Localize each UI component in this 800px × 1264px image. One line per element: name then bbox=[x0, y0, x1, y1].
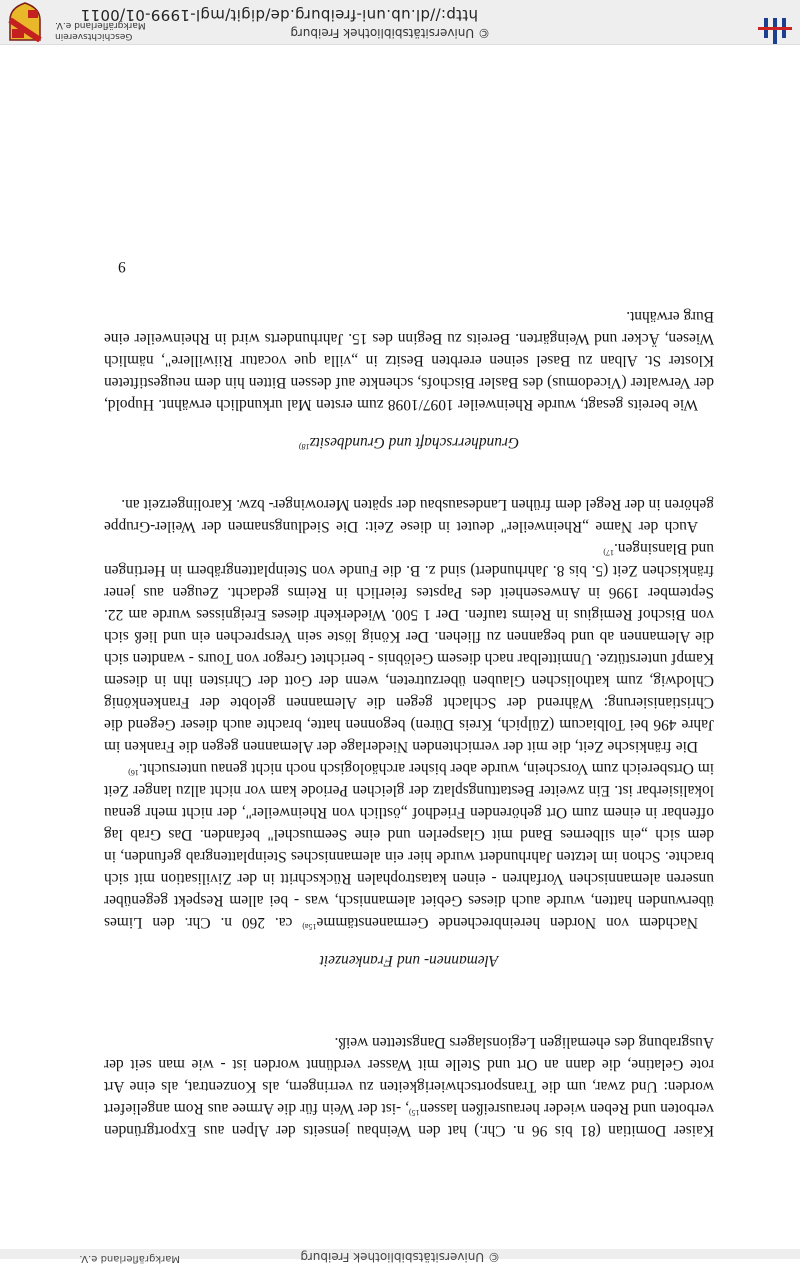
footnote-ref: 15) bbox=[408, 1108, 420, 1118]
page-body bbox=[104, 255, 714, 1141]
footer-bar bbox=[0, 0, 800, 45]
footnote-ref: 16) bbox=[128, 768, 139, 778]
footnote-ref: 18) bbox=[298, 442, 310, 452]
paragraph: Kaiser Domitian (81 bis 96 n. Chr.) hat den Weinbau jenseits der Alpen aus Exportgründen verboten und Reben wieder herausreißen lassen$^{15)}$, -ist der Wein für die Armee aus Rom angeliefert worden: Und zwar, um die Transportschwierigkeiten zu verringern, als Konzentrat, als eine Art rote Gelatine, die dann an Ort und Stelle mit Wasser verdünnt worden ist - wie man seit der Ausgrabung des ehemaligen Legionslagers Dangstetten weiß. bbox=[104, 1034, 714, 1139]
document-url[interactable]: http://dl.ub.uni-freiburg.de/digit/mgl-1999-01/0011 bbox=[80, 6, 478, 24]
university-library-logo-icon bbox=[758, 18, 792, 44]
paragraph: Die fränkische Zeit, die mit der vernichtenden Niederlage der Alemannen gegen die Franken im Jahre 496 bei Tolbiacum (Zülpich, Kreis Düren) begonnen hatte, brachte auch dieser Gegend die Christianisierung: Während der Schlacht gegen die Alemannen gelobte der Frankenkönig Chlodwig, zum katholischen Glauben überzutreten, wenn der Gott der Christen ihn in diesem Kampf unterstütze. Unmittelbar nach diesem Gelöbnis - berichtet Gregor von Tours - wandten sich die Alemannen ab und begannen zu fliehen. Der König löste sein Versprechen ein und ließ sich von Bischof Remigius in Reims taufen. Der 1 500. Wiederkehr dieses Ereignisses wurde am 22. September 1996 in Anwesenheit des Papstes feierlich in Reims gedacht. Zeugen aus jener fränkischen Zeit (5. bis 8. Jahrhundert) sind z. B. die Funde von Steinplattengräbern in Hertingen und Blansingen.$^{17)}$ bbox=[104, 540, 714, 755]
stub-association-text: Markgräflerland e.V. bbox=[79, 1253, 180, 1264]
stub-library-text: © Universitätsbibliothek Freiburg bbox=[300, 1250, 500, 1264]
library-copyright: © Universitätsbibliothek Freiburg bbox=[290, 26, 490, 40]
paragraph: Nachdem von Norden hereinbrechende Germanenstämme$^{15a)}$ ca. 260 n. Chr. den Limes überwunden hatten, wurde auch dieses Gebiet alemannisch, was - bei allem Respekt gegenüber unseren alemannischen Vorfahren - einen katastrophalen Rückschritt in der Zivilisation mit sich brachte. Schon im letzten Jahrhundert wurde hier ein alemannisches Steinplattengrab gefunden, in dem sich „ein silbernes Band mit Glasperlen und eine Seemuschel" befanden. Das Grab lag offenbar in einem zum Ort gehörenden Friedhof „östlich von Rheinweiler", der nicht mehr genau lokalisierbar ist. Ein zweiter Bestattungsplatz der gleichen Periode kam vor nicht allzu langer Zeit im Ortsbereich zum Vorschein, wurde aber bisher archäologisch noch nicht genau untersucht.$^{16)}$ bbox=[104, 760, 714, 932]
section-heading: Grundherrschaft und Grundbesitz$^{18)}$ bbox=[298, 434, 520, 452]
section-heading: Alemannen- und Frankenzeit bbox=[319, 952, 499, 969]
coat-of-arms-icon bbox=[8, 2, 42, 42]
top-footer-stub bbox=[0, 1249, 800, 1264]
footnote-ref: 15a) bbox=[302, 922, 317, 932]
paragraph: Auch der Name „Rheinweiler" deutet in diese Zeit: Die Siedlungsnamen der Weiler-Gruppe gehören in der Regel dem frühen Landesausbau der späten Merowinger- bzw. Karolingerzeit an. bbox=[104, 496, 714, 535]
page-number: 9 bbox=[118, 258, 126, 275]
footnote-ref: 17) bbox=[603, 548, 614, 558]
paragraph: Wie bereits gesagt, wurde Rheinweiler 1097/1098 zum ersten Mal urkundlich erwähnt. Hupold, der Verwalter (Vicedomus) des Basler Bischofs, schenkte auf dessen Bitten hin dem neugestifteten Kloster St. Alban zu Basel seinen ererbten Besitz in „villa que vocatur Riiwillere", nämlich Wiesen, Äcker und Weingärten. Bereits zu Beginn des 15. Jahrhunderts wird in Rheinweiler eine Burg erwähnt. bbox=[104, 308, 714, 413]
association-name: Geschichtsverein Markgräflerland e.V. bbox=[55, 20, 146, 41]
